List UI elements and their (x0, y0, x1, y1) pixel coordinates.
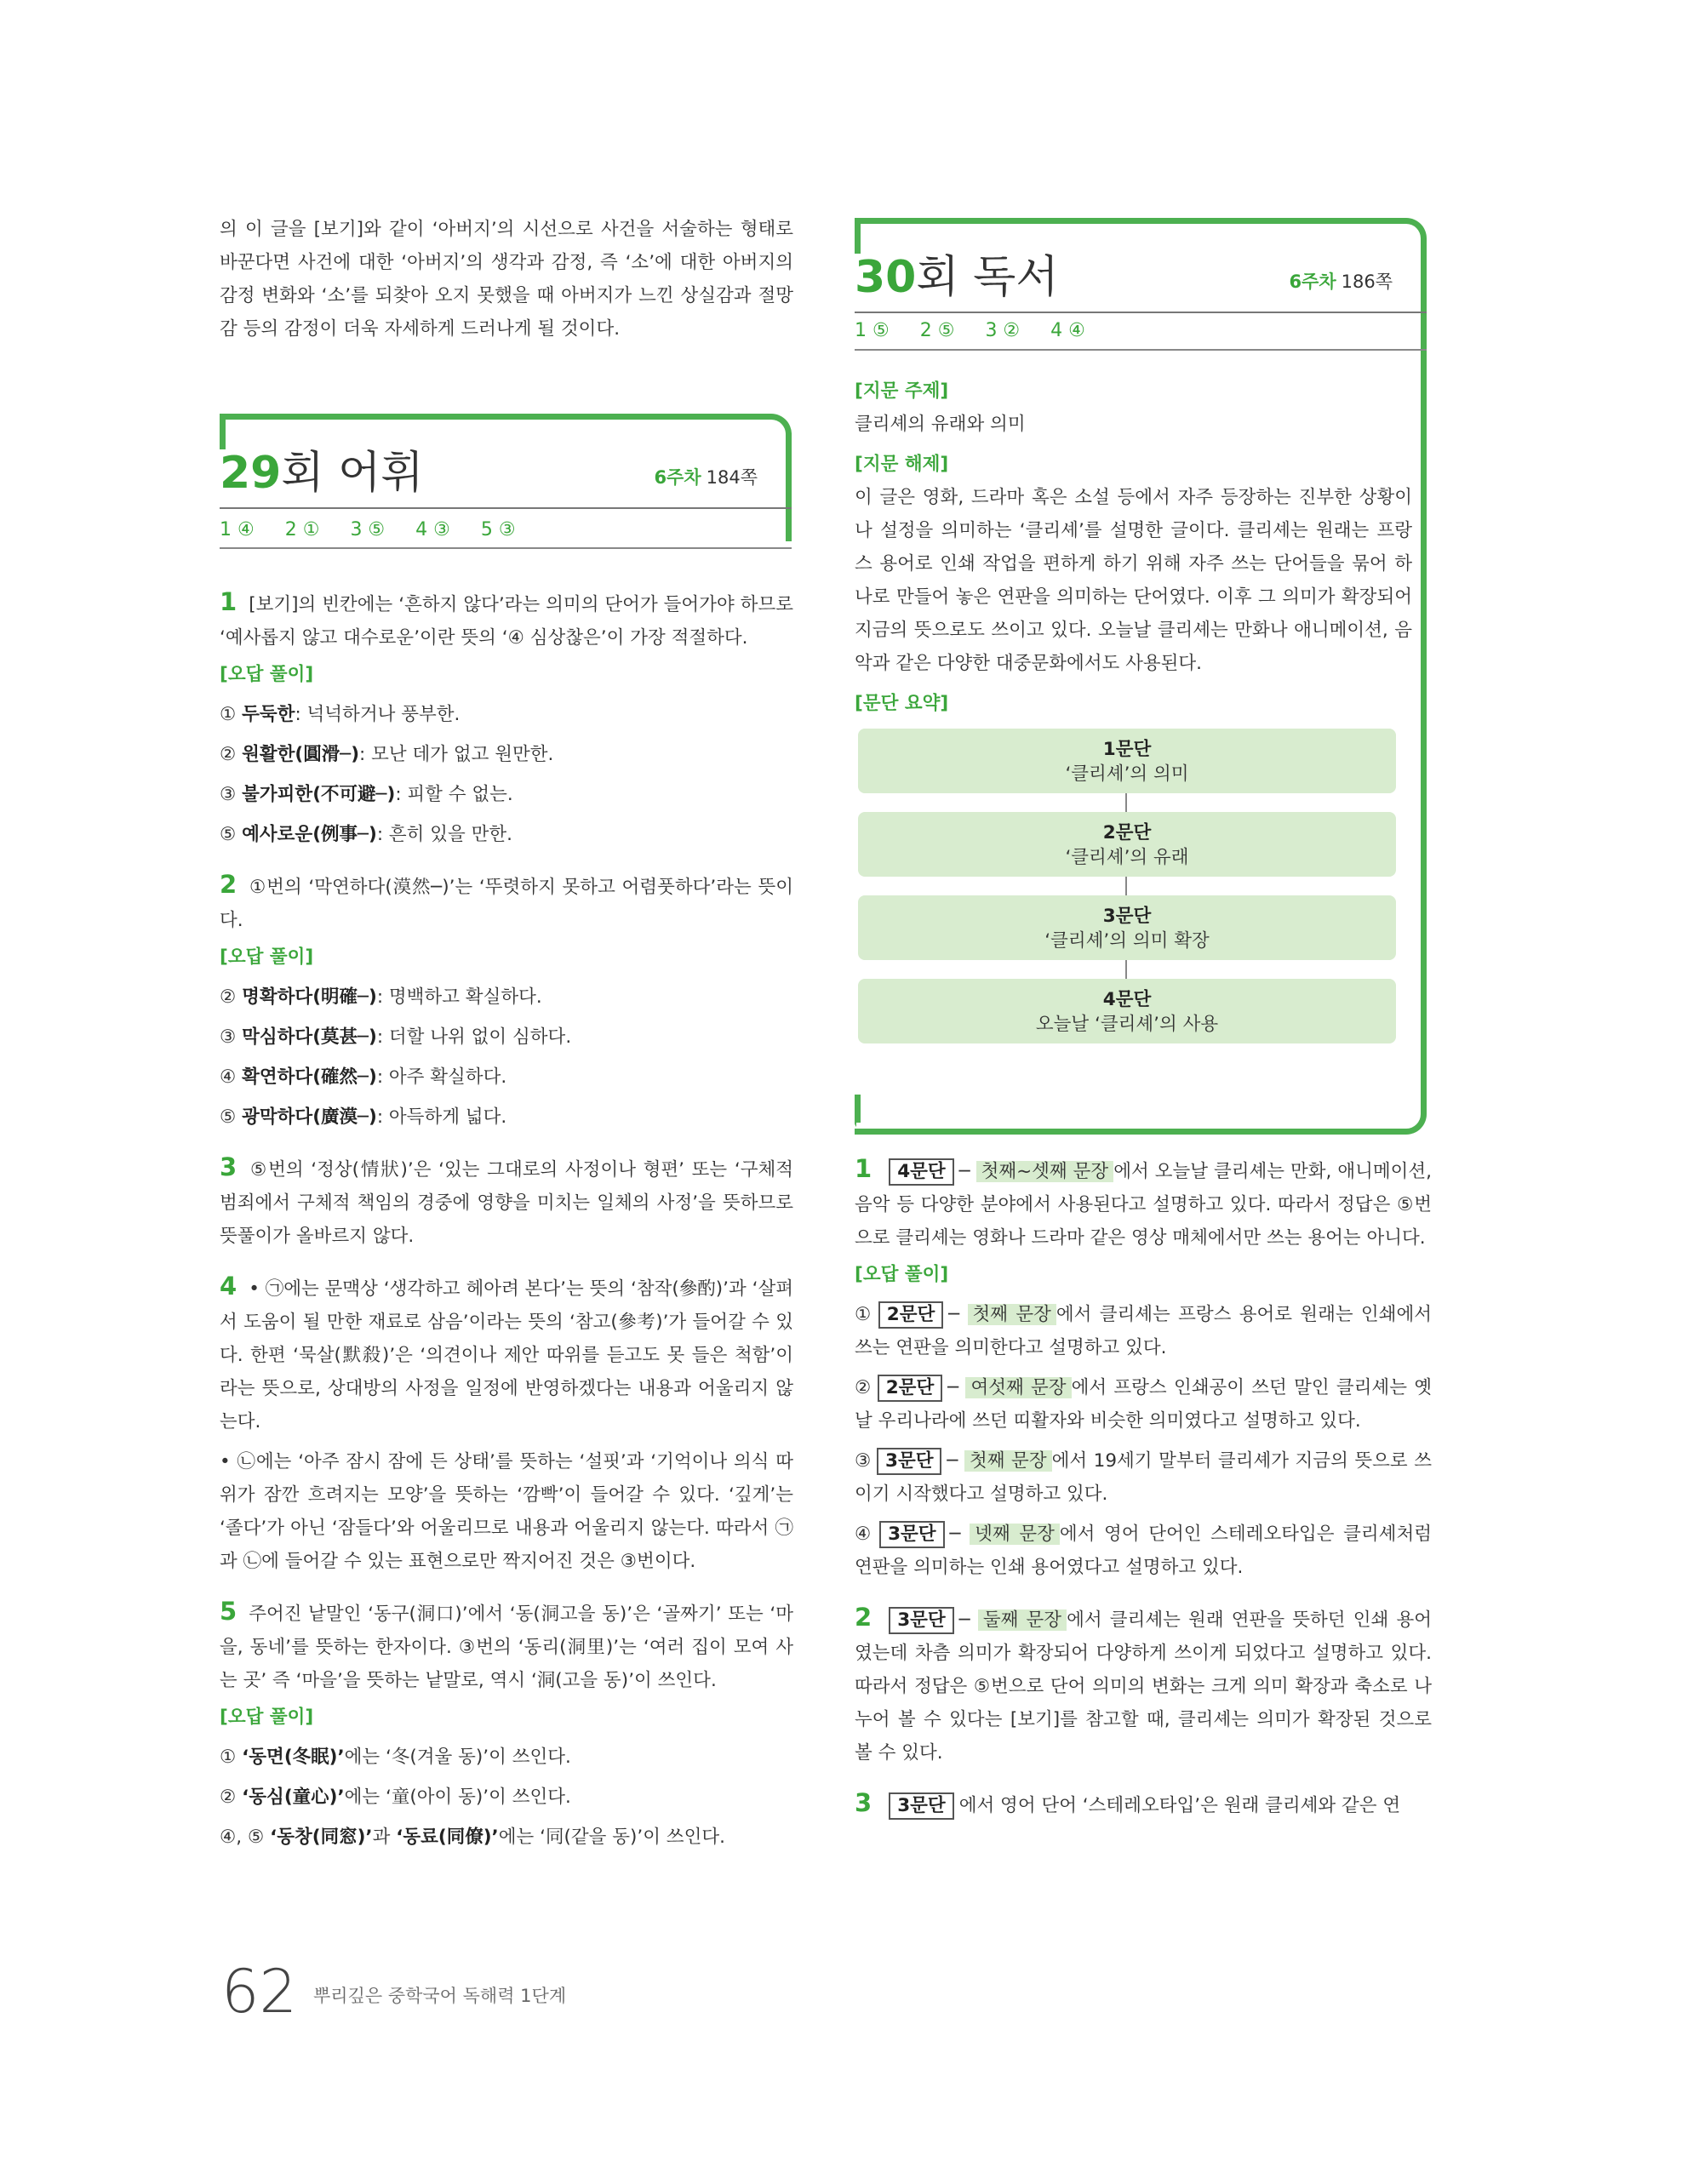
r-question-2: 2 3문단 ─ 둘째 문장 에서 클리셰는 원래 연판을 뜻하던 인쇄 용어였는데 차츰 의미가 확장되어 다양하게 쓰이게 되었다고 설명하고 있다. 따라서 정답은 ⑤번으로 단어 의미의 변화는 크게 의미 확장과 축소로 나누어 볼 수 있다는 [보기]를 참고할 때, 클리셰는 의미가 확장된 것으로 볼 수 있다. (855, 1603, 1432, 1764)
question-4 (220, 1270, 793, 1578)
connector (1125, 960, 1127, 979)
session-number: 29 (220, 448, 282, 499)
list-item: ② 명확하다(明確─): 명백하고 확실하다. (220, 986, 542, 1008)
divider (855, 349, 1427, 351)
divider (220, 547, 792, 549)
sentence-highlight: 둘째 문장 (978, 1609, 1067, 1631)
r-question-1: 1 4문단 ─ 첫째~셋째 문장 에서 오늘날 클리셰는 만화, 애니메이션, 음악 등 다양한 분야에서 사용된다고 설명하고 있다. 따라서 정답은 ⑤번으로 클리셰는 영화나 드라마 같은 영상 매체에서만 쓰는 용어는 아니다. [오답 풀이] ① 2문단 ─ 첫째 문장 에서 클리셰는 프랑스 용어로 원래는 인쇄에서 쓰는 연판을 의미한다고 설명하고 있다. ② 2문단 ─ 여섯째 문장 에서 프랑스 인쇄공이 쓰던 말인 클리셰는 옛날 우리나라에 쓰던 띠활자와 비슷한 의미였다고 설명하고 있다. ③ 3문단 ─ 첫째 문장 에서 19세기 말부터 클리셰가 지금의 뜻으로 쓰이기 시작했다고 설명하고 있다. ④ 3문단 ─ 넷째 문장 에서 영어 단어인 스테레오타입은 클리셰처럼 연판을 의미하는 인쇄 용어였다고 설명하고 있다. (855, 1152, 1432, 1584)
question-text: 에서 영어 단어 ‘스테레오타입’은 원래 클리셰와 같은 연 (958, 1795, 1401, 1816)
session-title: 회 어휘 (281, 448, 424, 499)
summary-box: 1문단 ‘클리셰’의 의미 (858, 729, 1396, 793)
question-text: [보기]의 빈칸에는 ‘흔하지 않다’라는 의미의 단어가 들어가야 하므로 ‘예사롭지 않고 대수로운’이란 뜻의 ‘④ 심상찮은’이 가장 적절하다. (220, 594, 793, 649)
summary-box: 3문단 ‘클리셰’의 의미 확장 (858, 895, 1396, 960)
box-meta (1289, 269, 1393, 294)
paragraph-tag: 3문단 (889, 1792, 954, 1820)
answer: 3 ⑤ (350, 519, 386, 540)
answer: 1 ⑤ (855, 320, 890, 341)
summary-box: 4문단 오늘날 ‘클리셰’의 사용 (858, 979, 1396, 1043)
list-item: ① 2문단 ─ 첫째 문장 에서 클리셰는 프랑스 용어로 원래는 인쇄에서 쓰는 연판을 의미한다고 설명하고 있다. (855, 1298, 1432, 1364)
question-text: ⑤번의 ‘정상(情狀)’은 ‘있는 그대로의 사정이나 형편’ 또는 ‘구체적 범죄에서 구체적 책임의 경중에 영향을 미치는 일체의 사정’을 뜻하므로 뜻풀이가 올바르지 않다. (220, 1159, 793, 1247)
answer: 1 ④ (220, 519, 255, 540)
week-label: 6주차 (1289, 272, 1336, 292)
answer-list (220, 516, 546, 545)
answer: 5 ③ (480, 519, 516, 540)
r-question-3 (855, 1787, 1432, 1822)
page-ref: 184쪽 (706, 467, 758, 488)
question-number: 5 (220, 1597, 237, 1626)
wrong-answer-label: [오답 풀이] (220, 664, 314, 685)
box-title (855, 252, 1059, 303)
answer: 3 ② (985, 320, 1021, 341)
question-number: 3 (855, 1788, 872, 1817)
book-title: 뿌리깊은 중학국어 독해력 1단계 (313, 1986, 567, 2006)
question-text: 주어진 낱말인 ‘동구(洞口)’에서 ‘동(洞고을 동)’은 ‘골짜기’ 또는 ‘마을, 동네’를 뜻하는 한자이다. ③번의 ‘동리(洞里)’는 ‘여러 집이 모여 사는 곳’ 즉 ‘마을’을 뜻하는 낱말로, 역시 ‘洞(고을 동)’이 쓰인다. (220, 1604, 793, 1691)
analysis-label: [지문 해제] (855, 454, 949, 475)
question-number: 3 (220, 1152, 237, 1181)
summary-box: 2문단 ‘클리셰’의 유래 (858, 812, 1396, 877)
analysis-text: 이 글은 영화, 드라마 혹은 소설 등에서 자주 등장하는 진부한 상황이나 설정을 의미하는 ‘클리셰’를 설명한 글이다. 클리셰는 원래는 프랑스 용어로 인쇄 작업을 편하게 하기 위해 자주 쓰는 단어들을 묶어 하나로 만들어 놓은 연판을 의미하는 단어였다. 이후 그 의미가 확장되어 지금의 뜻으로도 쓰이고 있다. 오늘날 클리셰는 만화나 애니메이션, 음악과 같은 다양한 대중문화에서도 사용된다. (855, 487, 1412, 674)
question-text: ①번의 ‘막연하다(漠然─)’는 ‘뚜렷하지 못하고 어렴풋하다’라는 뜻이다. (220, 877, 793, 931)
answer-box-29 (220, 414, 792, 541)
question-3 (220, 1151, 793, 1253)
theme-text: 클리셰의 유래와 의미 (855, 414, 1026, 435)
list-item: ④ 확연하다(確然─): 아주 확실하다. (220, 1066, 507, 1088)
answer: 4 ③ (415, 519, 450, 540)
answer: 2 ⑤ (919, 320, 955, 341)
paragraph-tag: 4문단 (889, 1158, 954, 1186)
box-title (220, 448, 424, 499)
left-column (220, 213, 793, 1854)
question-text: • ㉡에는 ‘아주 잠시 잠에 든 상태’를 뜻하는 ‘설핏’과 ‘기억이나 의식 따위가 잠깐 흐려지는 모양’을 뜻하는 ‘깜빡’이 들어갈 수 있다. ‘깊게’는 ‘졸다’가 아닌 ‘잠들다’와 어울리므로 내용과 어울리지 않는다. 따라서 ㉠과 ㉡에 들어갈 수 있는 표현으로만 짝지어진 것은 ③번이다. (220, 1451, 793, 1572)
theme-label: [지문 주제] (855, 380, 949, 402)
right-column (855, 218, 1432, 1822)
question-text: 에서 클리셰는 원래 연판을 뜻하던 인쇄 용어였는데 차츰 의미가 확장되어 다양하게 쓰이게 되었다고 설명하고 있다. 따라서 정답은 ⑤번으로 단어 의미의 변화는 크게 의미 확장과 축소로 나누어 볼 수 있다는 [보기]를 참고할 때, 클리셰는 의미가 확장된 것으로 볼 수 있다. (855, 1609, 1432, 1764)
wrong-answer-label: [오답 풀이] (220, 946, 314, 968)
list-item: ① ‘동면(冬眠)’에는 ‘冬(겨울 동)’이 쓰인다. (220, 1747, 571, 1768)
answer-list (855, 317, 1116, 346)
list-item: ① 두둑한: 넉넉하거나 풍부한. (220, 704, 461, 725)
intro-paragraph: 의 이 글을 [보기]와 같이 ‘아버지’의 시선으로 사건을 서술하는 형태로 바꾼다면 사건에 대한 ‘아버지’의 생각과 감정, 즉 ‘소’에 대한 아버지의 감정 변화와 ‘소’를 되찾아 오지 못했을 때 아버지가 느낀 상실감과 절망감 등의 감정이 더욱 자세하게 드러나게 될 것이다. (220, 219, 793, 340)
list-item: ⑤ 예사로운(例事─): 흔히 있을 만한. (220, 824, 513, 845)
question-number: 1 (220, 587, 237, 616)
list-item: ④ 3문단 ─ 넷째 문장 에서 영어 단어인 스테레오타입은 클리셰처럼 연판을 의미하는 인쇄 용어였다고 설명하고 있다. (855, 1518, 1432, 1584)
answer-box-30 (855, 218, 1427, 1129)
sentence-highlight: 첫째~셋째 문장 (976, 1161, 1114, 1182)
wrong-answer-label: [오답 풀이] (220, 1707, 314, 1728)
divider (855, 312, 1427, 313)
wrong-answer-label: [오답 풀이] (855, 1264, 949, 1285)
question-number: 4 (220, 1272, 237, 1301)
connector (1125, 877, 1127, 895)
summary-label: [문단 요약] (855, 693, 949, 714)
divider (220, 507, 792, 509)
question-number: 2 (855, 1603, 872, 1632)
page-number: 62 (221, 1957, 298, 2027)
week-label: 6주차 (654, 467, 701, 488)
session-title: 회 독서 (916, 252, 1059, 303)
paragraph-tag: 3문단 (889, 1607, 954, 1634)
question-5 (220, 1595, 793, 1854)
answer: 4 ④ (1050, 320, 1085, 341)
question-text: • ㉠에는 문맥상 ‘생각하고 헤아려 본다’는 뜻의 ‘참작(參酌)’과 ‘살펴서 도움이 될 만한 재료로 삼음’이라는 뜻의 ‘참고(參考)’가 들어갈 수 있다. 한편 ‘묵살(默殺)’은 ‘의견이나 제안 따위를 듣고도 못 들은 척함’이라는 뜻으로, 상대방의 사정을 일정에 반영하겠다는 내용과 어울리지 않는다. (220, 1278, 793, 1432)
list-item: ③ 불가피한(不可避─): 피할 수 없는. (220, 784, 513, 805)
list-item: ② 2문단 ─ 여섯째 문장 에서 프랑스 인쇄공이 쓰던 말인 클리셰는 옛날 우리나라에 쓰던 띠활자와 비슷한 의미였다고 설명하고 있다. (855, 1371, 1432, 1438)
list-item: ④, ⑤ ‘동창(同窓)’과 ‘동료(同僚)’에는 ‘同(같을 동)’이 쓰인다. (220, 1827, 725, 1848)
connector (1125, 793, 1127, 812)
answer: 2 ① (284, 519, 320, 540)
list-item: ② 원활한(圓滑─): 모난 데가 없고 원만한. (220, 744, 554, 765)
list-item: ③ 막심하다(莫甚─): 더할 나위 없이 심하다. (220, 1026, 572, 1048)
question-1 (220, 586, 793, 851)
paragraph-summary (855, 729, 1412, 1043)
page-ref: 186쪽 (1341, 272, 1393, 292)
box-meta (654, 465, 758, 490)
question-text: 에서 오늘날 클리셰는 만화, 애니메이션, 음악 등 다양한 분야에서 사용된다고 설명하고 있다. 따라서 정답은 ⑤번으로 클리셰는 영화나 드라마 같은 영상 매체에서만 쓰는 용어는 아니다. (855, 1161, 1433, 1249)
session-number: 30 (855, 252, 917, 303)
list-item: ③ 3문단 ─ 첫째 문장 에서 19세기 말부터 클리셰가 지금의 뜻으로 쓰이기 시작했다고 설명하고 있다. (855, 1444, 1432, 1511)
passage-info (855, 371, 1412, 1043)
question-number: 1 (855, 1154, 872, 1183)
list-item: ⑤ 광막하다(廣漠─): 아득하게 넓다. (220, 1106, 507, 1128)
question-2 (220, 868, 793, 1134)
list-item: ② ‘동심(童心)’에는 ‘童(아이 동)’이 쓰인다. (220, 1787, 571, 1808)
question-number: 2 (220, 870, 237, 899)
